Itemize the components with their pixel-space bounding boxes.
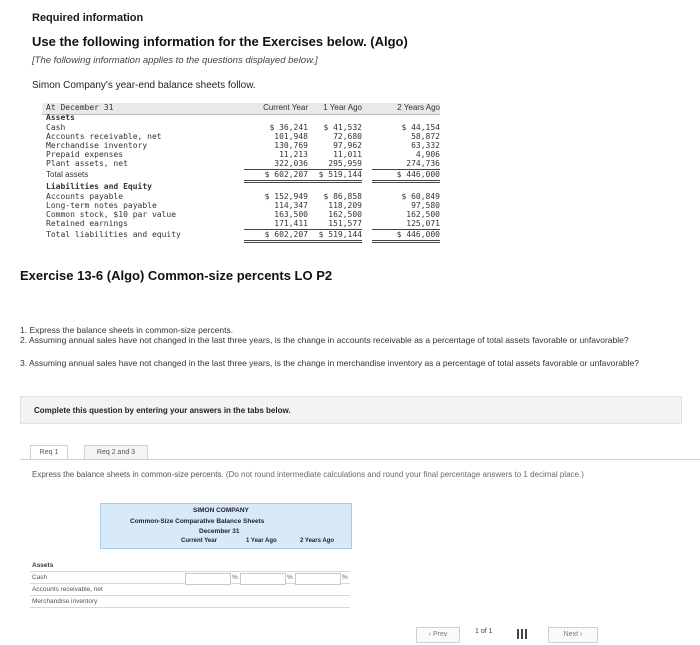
- next-label: Next: [563, 631, 579, 638]
- assets-section-label: Assets: [32, 562, 54, 569]
- prev-button[interactable]: [416, 627, 460, 643]
- value-cell: 72,680: [333, 132, 362, 141]
- row-label: Total liabilities and equity: [46, 230, 181, 239]
- current-page: 1: [475, 628, 479, 635]
- grid-icon[interactable]: [516, 627, 528, 639]
- value-cell: 274,736: [372, 159, 440, 170]
- complete-prompt: Complete this question by entering your answers in the tabs below.: [34, 406, 291, 415]
- express-instructions: [32, 470, 672, 480]
- question-2: 2. Assuming annual sales have not changed in the last three years, is the change in accounts receivable as a percentage of total assets favorable or unfavorable?: [20, 335, 629, 345]
- col-header-2yr: 2 Years Ago: [300, 538, 335, 544]
- assets-section-row: [30, 560, 350, 572]
- assets-heading-row: [42, 113, 442, 123]
- value-cell: $ 519,144: [298, 230, 362, 243]
- value-cell: 171,411: [244, 219, 308, 230]
- row-label: Long-term notes payable: [46, 201, 157, 210]
- value-cell: $ 36,241: [269, 123, 308, 132]
- table-row: [42, 230, 442, 240]
- value-cell: $ 44,154: [401, 123, 440, 132]
- assets-heading: Assets: [46, 113, 75, 122]
- balance-sheet-header-row: [42, 103, 442, 113]
- prev-label: Prev: [432, 631, 448, 638]
- row-label: Accounts receivable, net: [32, 586, 103, 593]
- value-cell: $ 86,858: [323, 192, 362, 201]
- chevron-left-icon: ‹: [428, 631, 433, 638]
- value-cell: 125,071: [372, 219, 440, 230]
- col-header-current: Current Year: [181, 538, 217, 544]
- required-info-heading: Required information: [32, 12, 144, 24]
- row-label: Plant assets, net: [46, 159, 128, 168]
- value-cell: 118,209: [328, 201, 362, 210]
- value-cell: $ 602,207: [244, 170, 308, 183]
- table-row: [42, 159, 442, 169]
- percent-sign: %: [287, 574, 293, 581]
- of-label: of: [480, 628, 487, 635]
- col-header-current: Current Year: [263, 103, 308, 112]
- value-cell: 97,962: [333, 141, 362, 150]
- question-1: 1. Express the balance sheets in common-size percents.: [20, 325, 234, 335]
- value-cell: 11,011: [333, 150, 362, 159]
- percent-sign: %: [232, 574, 238, 581]
- row-label: Merchandise inventory: [46, 141, 148, 150]
- tab-divider: [20, 459, 700, 460]
- row-label: Merchandise inventory: [32, 598, 98, 605]
- value-cell: $ 519,144: [298, 170, 362, 183]
- balance-sheet-intro: Simon Company's year-end balance sheets follow.: [32, 80, 256, 91]
- row-label: Retained earnings: [46, 219, 128, 228]
- instructions-heading: Use the following information for the Exercises below. (Algo): [32, 34, 408, 49]
- value-cell: 114,347: [274, 201, 308, 210]
- row-label: Cash: [32, 574, 48, 581]
- col-header-1yr: 1 Year Ago: [246, 538, 277, 544]
- value-cell: 63,332: [411, 141, 440, 150]
- value-cell: $ 446,000: [372, 170, 440, 183]
- percent-sign: %: [342, 574, 348, 581]
- value-cell: $ 41,532: [323, 123, 362, 132]
- tab-req-1[interactable]: Req 1: [30, 445, 68, 460]
- tab-req-2-and-3[interactable]: Req 2 and 3: [84, 445, 148, 460]
- value-cell: 322,036: [244, 159, 308, 170]
- value-cell: 58,872: [411, 132, 440, 141]
- page-indicator: [475, 628, 493, 635]
- value-cell: 97,580: [411, 201, 440, 210]
- value-cell: $ 446,000: [372, 230, 440, 243]
- rounding-hint: (Do not round intermediate calculations and round your final percentage answers to 1 decimal place.): [225, 470, 584, 479]
- chevron-right-icon: ›: [578, 631, 583, 638]
- exercise-title: Exercise 13-6 (Algo) Common-size percents LO P2: [20, 268, 333, 283]
- applies-note: [The following information applies to the questions displayed below.]: [32, 55, 318, 66]
- value-cell: 163,500: [274, 210, 308, 219]
- question-3: 3. Assuming annual sales have not changed in the last three years, is the change in merchandise inventory as a percentage of total assets favorable or unfavorable?: [20, 358, 639, 368]
- value-cell: 4,906: [415, 150, 440, 159]
- date-label: At December 31: [46, 103, 114, 112]
- value-cell: $ 60,849: [401, 192, 440, 201]
- value-cell: 162,500: [328, 210, 362, 219]
- liabilities-heading: Liabilities and Equity: [46, 182, 152, 191]
- table-row: [42, 170, 442, 180]
- row-label: Common stock, $10 par value: [46, 210, 177, 219]
- value-cell: 162,500: [406, 210, 440, 219]
- balance-sheet-table: [42, 103, 442, 263]
- col-header-1yr: 1 Year Ago: [323, 103, 362, 112]
- value-cell: 101,948: [274, 132, 308, 141]
- value-cell: 11,213: [279, 150, 308, 159]
- company-name: SIMON COMPANY: [193, 507, 249, 514]
- value-cell: $ 152,949: [264, 192, 308, 201]
- value-cell: $ 602,207: [244, 230, 308, 243]
- value-cell: 130,769: [274, 141, 308, 150]
- value-cell: 295,959: [298, 159, 362, 170]
- statement-title: Common-Size Comparative Balance Sheets: [130, 518, 265, 525]
- row-label: Prepaid expenses: [46, 150, 124, 159]
- row-label: Accounts payable: [46, 192, 124, 201]
- col-header-2yr: 2 Years Ago: [397, 103, 440, 112]
- table-row: [42, 219, 442, 229]
- express-text: Express the balance sheets in common-size percents.: [32, 470, 224, 479]
- next-button[interactable]: [548, 627, 598, 643]
- liabilities-heading-row: [42, 182, 442, 192]
- total-pages: 1: [488, 628, 493, 635]
- row-label: Accounts receivable, net: [46, 132, 162, 141]
- value-cell: 151,577: [298, 219, 362, 230]
- row-label: Total assets: [46, 170, 89, 179]
- statement-date: December 31: [199, 528, 240, 535]
- row-label: Cash: [46, 123, 66, 132]
